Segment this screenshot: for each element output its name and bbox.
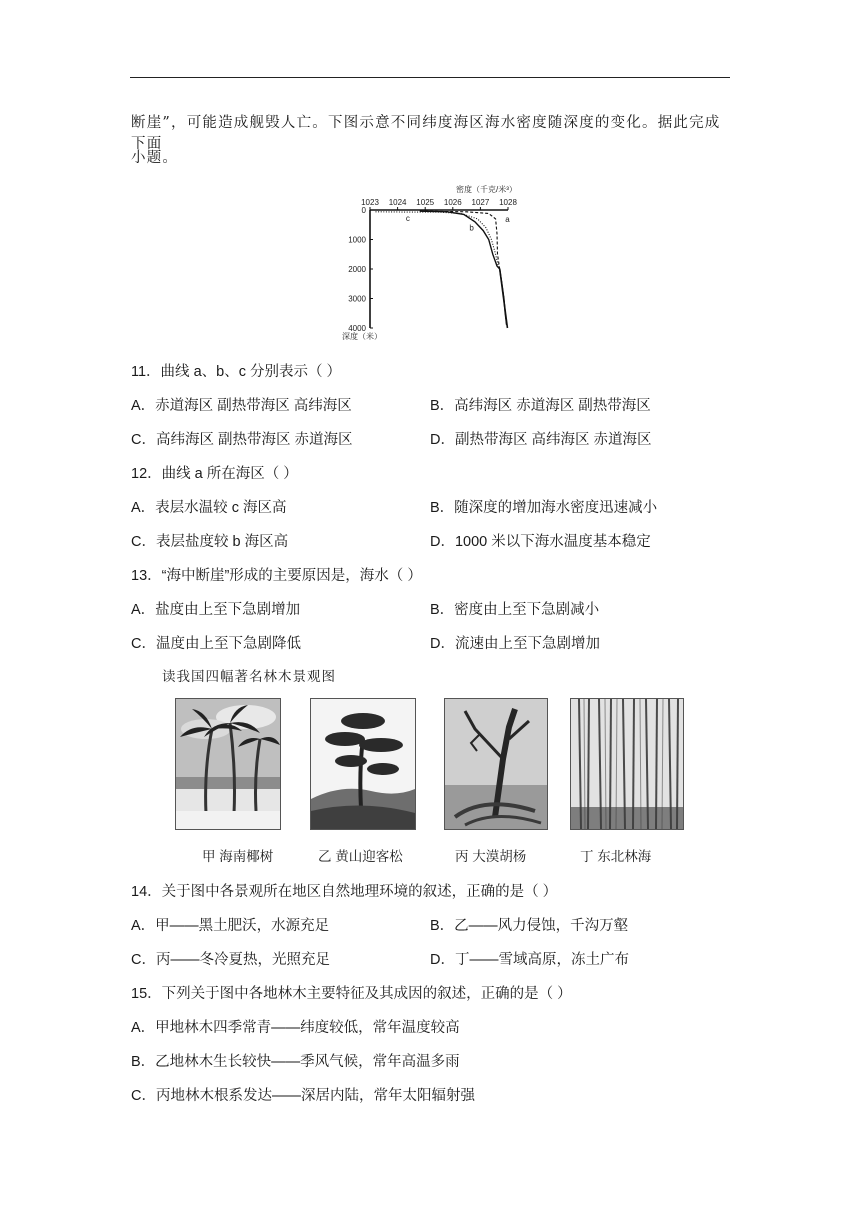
intro-line-2: 小题。 <box>131 150 179 166</box>
q11-option-a[interactable]: A．赤道海区 副热带海区 高纬海区 <box>131 398 352 414</box>
q14-option-d[interactable]: D．丁——雪域高原，冻土广布 <box>430 952 629 968</box>
x-tick-label: 1024 <box>388 198 407 207</box>
series-label-c: c <box>405 214 410 224</box>
caption-yi: 乙 黄山迎客松 <box>318 849 403 864</box>
q13-option-a[interactable]: A．盐度由上至下急剧增加 <box>131 602 301 618</box>
y-tick-label: 1000 <box>348 235 366 245</box>
series-line-c <box>376 212 500 269</box>
series-label-a: a <box>505 214 510 224</box>
q11-option-d[interactable]: D．副热带海区 高纬海区 赤道海区 <box>430 432 652 448</box>
q13-option-b[interactable]: B．密度由上至下急剧减小 <box>430 602 600 618</box>
y-tick-label: 0 <box>361 206 366 215</box>
q15-option-b[interactable]: B．乙地林木生长较快——季风气候，常年高温多雨 <box>131 1054 460 1070</box>
y-tick-label: 4000 <box>348 324 366 333</box>
series-line-b <box>420 211 507 325</box>
q15-option-c[interactable]: C．丙地林木根系发达——深居内陆，常年太阳辐射强 <box>131 1088 475 1104</box>
y-tick-label: 2000 <box>348 265 366 274</box>
photo-desert-poplar <box>444 698 548 830</box>
x-axis-label: 密度（千克/米³） <box>456 185 517 194</box>
q12-option-b[interactable]: B．随深度的增加海水密度迅速减小 <box>430 500 658 516</box>
series-label-b: b <box>469 223 474 233</box>
q14-option-a[interactable]: A．甲——黑土肥沃，水源充足 <box>131 918 330 934</box>
caption-jia: 甲 海南椰树 <box>202 849 274 864</box>
q12-option-d[interactable]: D．1000 米以下海水温度基本稳定 <box>430 534 651 550</box>
caption-bing: 丙 大漠胡杨 <box>455 849 527 864</box>
x-tick-label: 1027 <box>471 198 490 207</box>
q14-option-b[interactable]: B．乙——风力侵蚀，千沟万壑 <box>430 918 629 934</box>
y-axis-label: 深度（米） <box>342 332 382 341</box>
x-tick-label: 1023 <box>361 198 379 207</box>
x-tick-label: 1025 <box>416 198 435 207</box>
q11-option-c[interactable]: C．高纬海区 副热带海区 赤道海区 <box>131 432 353 448</box>
x-tick-label: 1026 <box>443 198 462 207</box>
x-tick-label: 1028 <box>499 198 517 207</box>
question-11-stem: 11．曲线 a、b、c 分别表示（ ） <box>131 364 342 380</box>
density-depth-chart <box>338 183 538 343</box>
q11-option-b[interactable]: B．高纬海区 赤道海区 副热带海区 <box>430 398 651 414</box>
question-13-stem: 13．“海中断崖”形成的主要原因是，海水（ ） <box>131 568 422 584</box>
question-14-stem: 14．关于图中各景观所在地区自然地理环境的叙述，正确的是（ ） <box>131 884 558 900</box>
q14-option-c[interactable]: C．丙——冬冷夏热，光照充足 <box>131 952 330 968</box>
q15-option-a[interactable]: A．甲地林木四季常青——纬度较低，常年温度较高 <box>131 1020 460 1036</box>
intro-line-1: 断崖”，可能造成舰毁人亡。下图示意不同纬度海区海水密度随深度的变化。据此完成下面 <box>131 115 721 152</box>
q13-option-c[interactable]: C．温度由上至下急剧降低 <box>131 636 301 652</box>
series-line-a <box>425 211 506 325</box>
photo-northeast-forest <box>570 698 684 830</box>
photo-huangshan-welcoming-pine <box>310 698 416 830</box>
question-12-stem: 12．曲线 a 所在海区（ ） <box>131 466 298 482</box>
photo-hainan-coconut-palms <box>175 698 281 830</box>
figure-heading: 读我国四幅著名林木景观图 <box>162 669 336 685</box>
y-tick-label: 3000 <box>348 294 366 304</box>
caption-ding: 丁 东北林海 <box>580 849 652 864</box>
q13-option-d[interactable]: D．流速由上至下急剧增加 <box>430 636 600 652</box>
deep-water-trunk-line <box>500 269 508 328</box>
question-15-stem: 15．下列关于图中各地林木主要特征及其成因的叙述，正确的是（ ） <box>131 986 572 1002</box>
header-rule <box>130 77 730 78</box>
q12-option-c[interactable]: C．表层盐度较 b 海区高 <box>131 534 289 550</box>
q12-option-a[interactable]: A．表层水温较 c 海区高 <box>131 500 287 516</box>
